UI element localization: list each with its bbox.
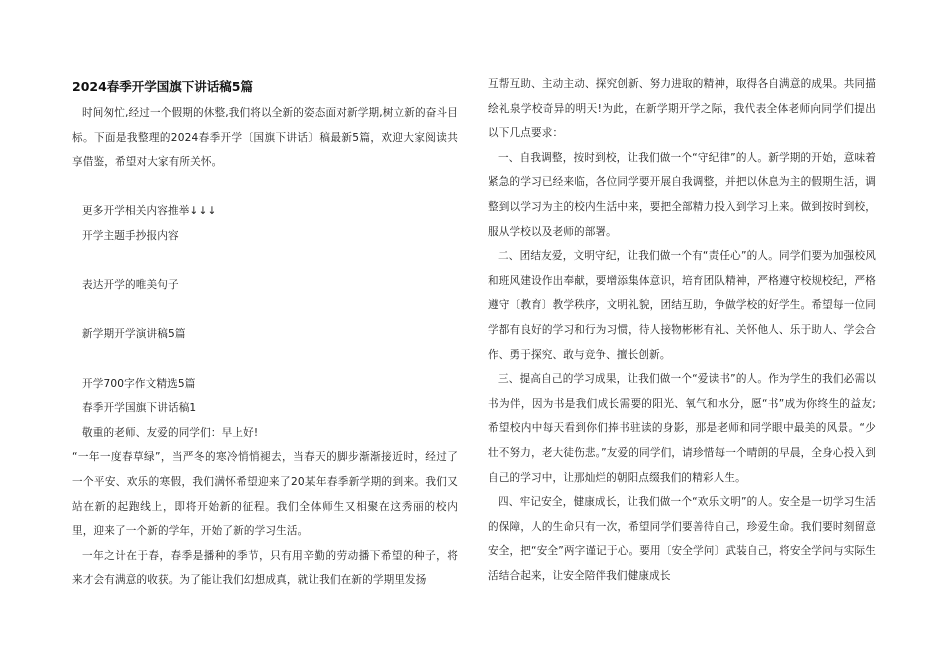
body-paragraph: 一年之计在于春，春季是播种的季节，只有用辛勤的劳动播下希望的种子，将来才会有满意的收获。为了能让我们幻想成真，就让我们在新的学期里发扬: [72, 549, 458, 587]
requirement-4-paragraph: 四、牢记安全，健康成长，让我们做一个“欢乐文明”的人。安全是一切学习生活的保障，人的生命只有一次，希望同学们要善待自己，珍爱生命。我们要时刻留意安全，把“安全”两字谨记于心。要用〔安全学问〕武装自己，将安全学问与实际生活结合起来，让安全陪伴我们健康成长: [488, 496, 876, 582]
related-link-1[interactable]: 开学主题手抄报内容: [82, 229, 179, 242]
spacer: [72, 298, 458, 323]
spacer: [72, 175, 458, 200]
greeting-line: 敬重的老师、友爱的同学们：早上好!: [82, 426, 259, 439]
related-link-3[interactable]: 新学期开学演讲稿5篇: [82, 328, 186, 341]
speech-title: 春季开学国旗下讲话稿1: [82, 402, 197, 415]
requirement-2-paragraph: 二、团结友爱，文明守纪，让我们做一个有“责任心”的人。同学们要为加强校风和班风建设作出奉献，要增添集体意识，培育团队精神，严格遵守校规校纪，严格遵守〔教育〕教学秩序，文明礼貌，团结互助，争做学校的好学生。希望每一位同学都有良好的学习和行为习惯，待人接物彬彬有礼、关怀他人、乐于助人、学会合作、勇于探究、敢与竞争、擅长创新。: [488, 250, 876, 361]
right-column: [488, 72, 876, 588]
spacer: [72, 347, 458, 372]
document-title: 2024春季开学国旗下讲话稿5篇: [72, 79, 253, 94]
body-paragraph: 互帮互助、主动主动、探究创新、努力进取的精神，取得各自满意的成果。共同描绘礼泉学校奇异的明天!为此，在新学期开学之际，我代表全体老师向同学们提出以下几点要求：: [488, 78, 876, 140]
related-link-2[interactable]: 表达开学的唯美句子: [82, 279, 179, 292]
more-content-heading: 更多开学相关内容推举↓↓↓: [82, 205, 217, 218]
body-paragraph: “一年一度春草绿”，当严冬的寒冷悄悄褪去，当春天的脚步渐渐接近时，经过了一个平安、欢乐的寒假，我们满怀希望迎来了20某年春季新学期的到来。我们又站在新的起跑线上，即将开始新的征程。我们全体师生又相聚在这秀丽的校内里，迎来了一个新的学年，开始了新的学习生活。: [72, 451, 458, 538]
left-column: [72, 72, 458, 593]
requirement-3-paragraph: 三、提高自己的学习成果，让我们做一个“爱读书”的人。作为学生的我们必需以书为伴，因为书是我们成长需要的阳光、氧气和水分，愿“书”成为你终生的益友;希望校内中每天看到你们捧书驻读的身影，那是老师和同学眼中最美的风景。“少壮不努力，老大徒伤悲。”友爱的同学们，请珍惜每一个晴朗的早晨，全身心投入到自己的学习中，让那灿烂的朝阳点缀我们的精彩人生。: [488, 373, 876, 484]
spacer: [72, 249, 458, 274]
intro-paragraph: 时间匆忙,经过一个假期的休整,我们将以全新的姿态面对新学期,树立新的奋斗目标。下面是我整理的2024春季开学〔国旗下讲话〕稿最新5篇，欢迎大家阅读共享借鉴，希望对大家有所关怀。: [72, 107, 458, 169]
related-link-4[interactable]: 开学700字作文精选5篇: [82, 377, 196, 390]
requirement-1-paragraph: 一、自我调整，按时到校，让我们做一个“守纪律”的人。新学期的开始，意味着紧急的学习已经来临，各位同学要开展自我调整，并把以休息为主的假期生活，调整到以学习为主的校内生活中来，要把全部精力投入到学习上来。做到按时到校，服从学校以及老师的部署。: [488, 151, 876, 238]
